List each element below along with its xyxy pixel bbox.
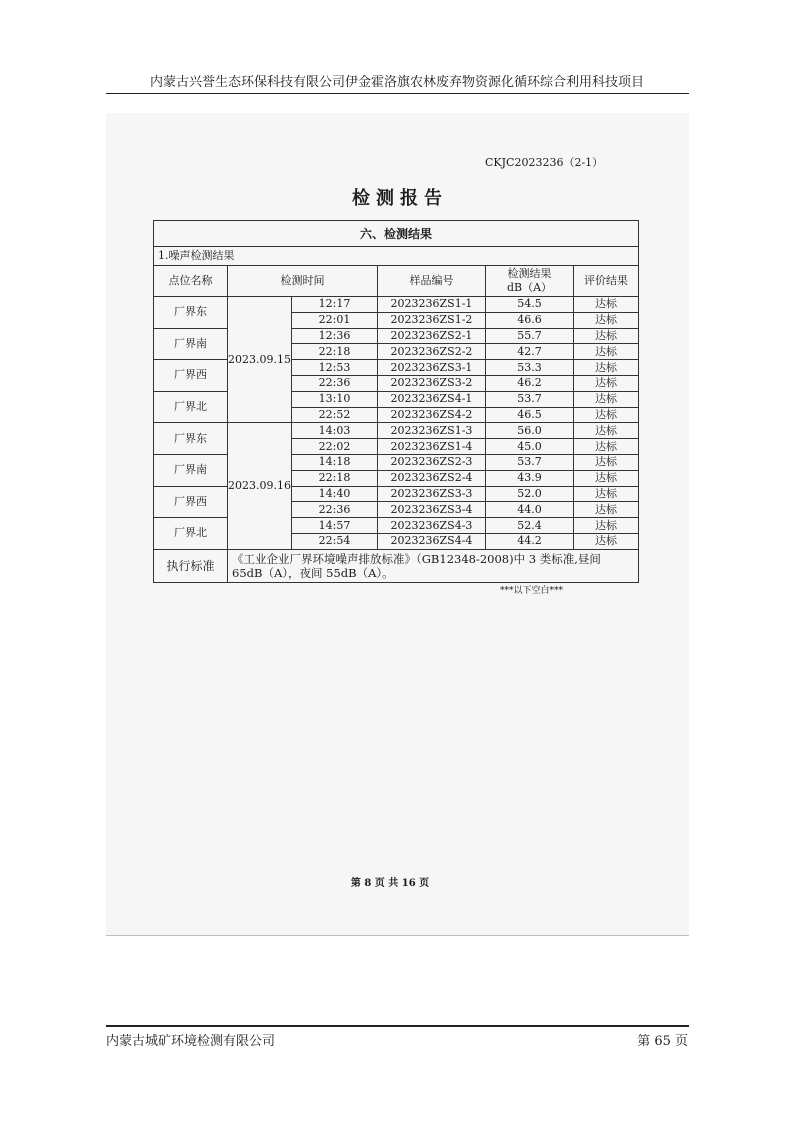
time-cell: 22:54 [292,533,378,549]
sample-id-cell: 2023236ZS4-3 [378,518,486,534]
evaluation-cell: 达标 [574,312,639,328]
time-cell: 22:36 [292,502,378,518]
evaluation-cell: 达标 [574,518,639,534]
evaluation-cell: 达标 [574,439,639,455]
evaluation-cell: 达标 [574,328,639,344]
standard-label: 执行标准 [154,549,228,582]
sample-id-cell: 2023236ZS4-2 [378,407,486,423]
footer-company: 内蒙古城矿环境检测有限公司 [106,1034,276,1049]
result-value-cell: 55.7 [486,328,574,344]
date-cell: 2023.09.16 [228,423,292,549]
point-name-cell: 厂界东 [154,423,228,455]
time-cell: 14:03 [292,423,378,439]
noise-results-table [153,220,639,583]
result-value-cell: 53.7 [486,391,574,407]
footer-divider [106,1025,689,1027]
evaluation-cell: 达标 [574,407,639,423]
point-name-cell: 厂界东 [154,297,228,329]
sample-id-cell: 2023236ZS2-2 [378,344,486,360]
point-name-cell: 厂界西 [154,360,228,392]
time-cell: 22:02 [292,439,378,455]
sample-id-cell: 2023236ZS1-3 [378,423,486,439]
sample-id-cell: 2023236ZS3-3 [378,486,486,502]
evaluation-cell: 达标 [574,344,639,360]
standard-row [154,549,639,582]
time-cell: 22:18 [292,344,378,360]
time-cell: 22:01 [292,312,378,328]
evaluation-cell: 达标 [574,375,639,391]
sample-id-cell: 2023236ZS1-4 [378,439,486,455]
evaluation-cell: 达标 [574,454,639,470]
result-value-cell: 44.0 [486,502,574,518]
evaluation-cell: 达标 [574,486,639,502]
sample-id-cell: 2023236ZS3-1 [378,360,486,376]
page-header-title: 内蒙古兴誉生态环保科技有限公司伊金霍洛旗农林废弃物资源化循环综合利用科技项目 [149,75,644,90]
time-cell: 13:10 [292,391,378,407]
evaluation-cell: 达标 [574,502,639,518]
report-page-number: 第 8 页 共 16 页 [350,878,430,889]
column-header-result-unit: dB（A） [506,281,553,294]
table-row [154,360,639,376]
table-row [154,518,639,534]
column-header-result [486,266,574,297]
blank-below-note: ***以下空白*** [500,586,564,596]
report-number: CKJC2023236（2-1） [485,156,604,169]
point-name-cell: 厂界北 [154,391,228,423]
time-cell: 14:18 [292,454,378,470]
sample-id-cell: 2023236ZS2-1 [378,328,486,344]
table-row [154,297,639,313]
result-value-cell: 46.5 [486,407,574,423]
sample-id-cell: 2023236ZS4-1 [378,391,486,407]
evaluation-cell: 达标 [574,391,639,407]
sample-id-cell: 2023236ZS1-2 [378,312,486,328]
time-cell: 14:40 [292,486,378,502]
time-cell: 22:18 [292,470,378,486]
standard-text: 《工业企业厂界环境噪声排放标准》（GB12348-2008)中 3 类标准,昼间 65dB（A），夜间 55dB（A）。 [228,549,639,582]
evaluation-cell: 达标 [574,297,639,313]
result-value-cell: 43.9 [486,470,574,486]
time-cell: 12:53 [292,360,378,376]
result-value-cell: 56.0 [486,423,574,439]
point-name-cell: 厂界西 [154,486,228,518]
footer-page-number: 第 65 页 [637,1034,688,1049]
evaluation-cell: 达标 [574,533,639,549]
result-value-cell: 44.2 [486,533,574,549]
column-header-point: 点位名称 [154,266,228,297]
table-row [154,486,639,502]
header-divider [106,93,689,94]
column-header-result-line1: 检测结果 [507,267,552,280]
table-row [154,328,639,344]
column-header-evaluation: 评价结果 [574,266,639,297]
date-cell: 2023.09.15 [228,297,292,423]
column-header-sample: 样品编号 [378,266,486,297]
point-name-cell: 厂界南 [154,454,228,486]
sample-id-cell: 2023236ZS2-4 [378,470,486,486]
section-title: 六、检测结果 [154,221,639,247]
time-cell: 12:17 [292,297,378,313]
subsection-title: 1.噪声检测结果 [154,247,639,266]
result-value-cell: 52.0 [486,486,574,502]
time-cell: 12:36 [292,328,378,344]
sample-id-cell: 2023236ZS3-4 [378,502,486,518]
report-title: 检测报告 [352,188,448,209]
evaluation-cell: 达标 [574,470,639,486]
sample-id-cell: 2023236ZS2-3 [378,454,486,470]
time-cell: 14:57 [292,518,378,534]
result-value-cell: 54.5 [486,297,574,313]
result-value-cell: 45.0 [486,439,574,455]
result-value-cell: 42.7 [486,344,574,360]
result-value-cell: 53.7 [486,454,574,470]
table-row [154,423,639,439]
evaluation-cell: 达标 [574,360,639,376]
time-cell: 22:36 [292,375,378,391]
sample-id-cell: 2023236ZS1-1 [378,297,486,313]
result-value-cell: 52.4 [486,518,574,534]
time-cell: 22:52 [292,407,378,423]
point-name-cell: 厂界北 [154,518,228,550]
sample-id-cell: 2023236ZS4-4 [378,533,486,549]
point-name-cell: 厂界南 [154,328,228,360]
evaluation-cell: 达标 [574,423,639,439]
result-value-cell: 46.6 [486,312,574,328]
column-header-time: 检测时间 [228,266,378,297]
sample-id-cell: 2023236ZS3-2 [378,375,486,391]
result-value-cell: 46.2 [486,375,574,391]
result-value-cell: 53.3 [486,360,574,376]
table-row [154,454,639,470]
table-row [154,391,639,407]
